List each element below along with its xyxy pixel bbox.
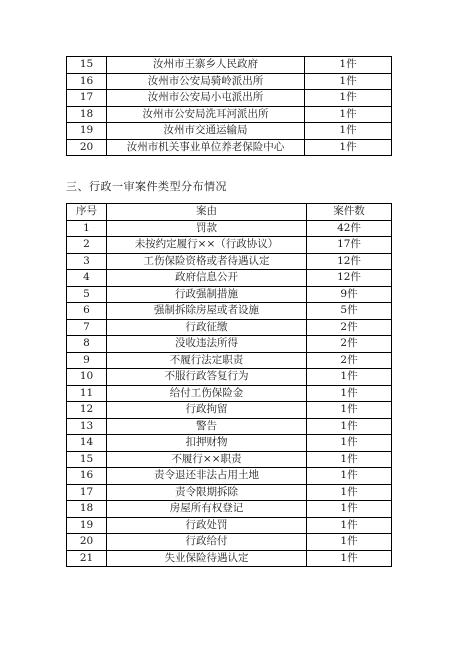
- cell-no: 5: [67, 286, 107, 303]
- cell-count: 1件: [305, 123, 392, 140]
- cell-count: 1件: [307, 418, 392, 435]
- cell-cause: 没收违法所得: [107, 336, 307, 353]
- cell-count: 12件: [307, 270, 392, 287]
- cell-no: 13: [67, 418, 107, 435]
- cell-cause: 行政处罚: [107, 517, 307, 534]
- cell-no: 12: [67, 402, 107, 419]
- cell-count: 1件: [305, 139, 392, 156]
- cell-no: 18: [67, 106, 107, 123]
- cell-count: 1件: [307, 451, 392, 468]
- cell-count: 1件: [307, 369, 392, 386]
- cell-no: 20: [67, 534, 107, 551]
- table-row: [67, 435, 392, 452]
- cell-count: 2件: [307, 319, 392, 336]
- cell-cause: 政府信息公开: [107, 270, 307, 287]
- cell-count: 1件: [305, 73, 392, 90]
- table-row: [67, 534, 392, 551]
- cell-cause: 行政强制措施: [107, 286, 307, 303]
- cell-cause: 不履行××职责: [107, 451, 307, 468]
- table-row: [67, 517, 392, 534]
- cell-no: 17: [67, 484, 107, 501]
- table-row: [67, 336, 392, 353]
- table-row: [67, 550, 392, 567]
- cell-no: 10: [67, 369, 107, 386]
- cell-count: 2件: [307, 336, 392, 353]
- cell-count: 1件: [305, 106, 392, 123]
- cell-cause: 工伤保险资格或者待遇认定: [107, 253, 307, 270]
- cell-name: 汝州市王寨乡人民政府: [107, 57, 305, 74]
- cell-cause: 行政征缴: [107, 319, 307, 336]
- cell-count: 1件: [307, 468, 392, 485]
- header-count: 案件数: [307, 204, 392, 221]
- cell-no: 16: [67, 468, 107, 485]
- table-row: [67, 369, 392, 386]
- table-row: [67, 418, 392, 435]
- case-type-table-body: [67, 220, 392, 567]
- cell-no: 15: [67, 57, 107, 74]
- cell-count: 1件: [307, 484, 392, 501]
- table-row: [67, 106, 392, 123]
- cell-no: 17: [67, 90, 107, 107]
- cell-no: 19: [67, 517, 107, 534]
- cell-count: 5件: [307, 303, 392, 320]
- cell-name: 汝州市公安局洗耳河派出所: [107, 106, 305, 123]
- table-row: [67, 253, 392, 270]
- cell-no: 16: [67, 73, 107, 90]
- cell-no: 4: [67, 270, 107, 287]
- table-row: [67, 220, 392, 237]
- header-row: [67, 204, 392, 221]
- section-heading: 三、行政一审案件类型分布情况: [66, 180, 227, 193]
- cell-no: 1: [67, 220, 107, 237]
- table-row: [67, 286, 392, 303]
- cell-cause: 强制拆除房屋或者设施: [107, 303, 307, 320]
- cell-count: 9件: [307, 286, 392, 303]
- cell-no: 15: [67, 451, 107, 468]
- cell-count: 1件: [307, 385, 392, 402]
- table-row: [67, 501, 392, 518]
- cell-no: 6: [67, 303, 107, 320]
- table-row: [67, 484, 392, 501]
- cell-cause: 给付工伤保险金: [107, 385, 307, 402]
- cell-count: 2件: [307, 352, 392, 369]
- cell-count: 1件: [307, 435, 392, 452]
- table-row: [67, 90, 392, 107]
- cell-count: 1件: [307, 550, 392, 567]
- header-cause: 案由: [107, 204, 307, 221]
- table-row: [67, 352, 392, 369]
- cell-cause: 责令限期拆除: [107, 484, 307, 501]
- cell-no: 14: [67, 435, 107, 452]
- cell-cause: 未按约定履行××（行政协议）: [107, 237, 307, 254]
- table-row: [67, 139, 392, 156]
- table-row: [67, 385, 392, 402]
- cell-count: 1件: [307, 517, 392, 534]
- table-row: [67, 73, 392, 90]
- cell-cause: 房屋所有权登记: [107, 501, 307, 518]
- cell-no: 3: [67, 253, 107, 270]
- cell-no: 18: [67, 501, 107, 518]
- cell-cause: 行政拘留: [107, 402, 307, 419]
- cell-no: 19: [67, 123, 107, 140]
- cell-count: 1件: [307, 534, 392, 551]
- respondent-table: [66, 56, 392, 156]
- case-type-table-header: [67, 204, 392, 221]
- cell-no: 11: [67, 385, 107, 402]
- table-row: [67, 402, 392, 419]
- cell-cause: 不服行政答复行为: [107, 369, 307, 386]
- cell-count: 12件: [307, 253, 392, 270]
- cell-name: 汝州市机关事业单位养老保险中心: [107, 139, 305, 156]
- cell-name: 汝州市交通运输局: [107, 123, 305, 140]
- table-row: [67, 237, 392, 254]
- table-row: [67, 319, 392, 336]
- cell-cause: 失业保险待遇认定: [107, 550, 307, 567]
- cell-cause: 罚款: [107, 220, 307, 237]
- respondent-table-body: [67, 57, 392, 156]
- cell-count: 1件: [307, 402, 392, 419]
- cell-count: 17件: [307, 237, 392, 254]
- cell-no: 2: [67, 237, 107, 254]
- cell-cause: 不履行法定职责: [107, 352, 307, 369]
- case-type-table: [66, 203, 392, 567]
- cell-count: 1件: [305, 57, 392, 74]
- cell-name: 汝州市公安局小屯派出所: [107, 90, 305, 107]
- table-row: [67, 270, 392, 287]
- cell-no: 20: [67, 139, 107, 156]
- cell-no: 7: [67, 319, 107, 336]
- cell-name: 汝州市公安局骑岭派出所: [107, 73, 305, 90]
- cell-cause: 责令退还非法占用土地: [107, 468, 307, 485]
- cell-count: 42件: [307, 220, 392, 237]
- table-row: [67, 303, 392, 320]
- cell-no: 21: [67, 550, 107, 567]
- header-no: 序号: [67, 204, 107, 221]
- table-row: [67, 451, 392, 468]
- cell-count: 1件: [305, 90, 392, 107]
- cell-cause: 扣押财物: [107, 435, 307, 452]
- table-row: [67, 57, 392, 74]
- cell-no: 8: [67, 336, 107, 353]
- cell-no: 9: [67, 352, 107, 369]
- table-row: [67, 123, 392, 140]
- table-row: [67, 468, 392, 485]
- cell-count: 1件: [307, 501, 392, 518]
- cell-cause: 警告: [107, 418, 307, 435]
- cell-cause: 行政给付: [107, 534, 307, 551]
